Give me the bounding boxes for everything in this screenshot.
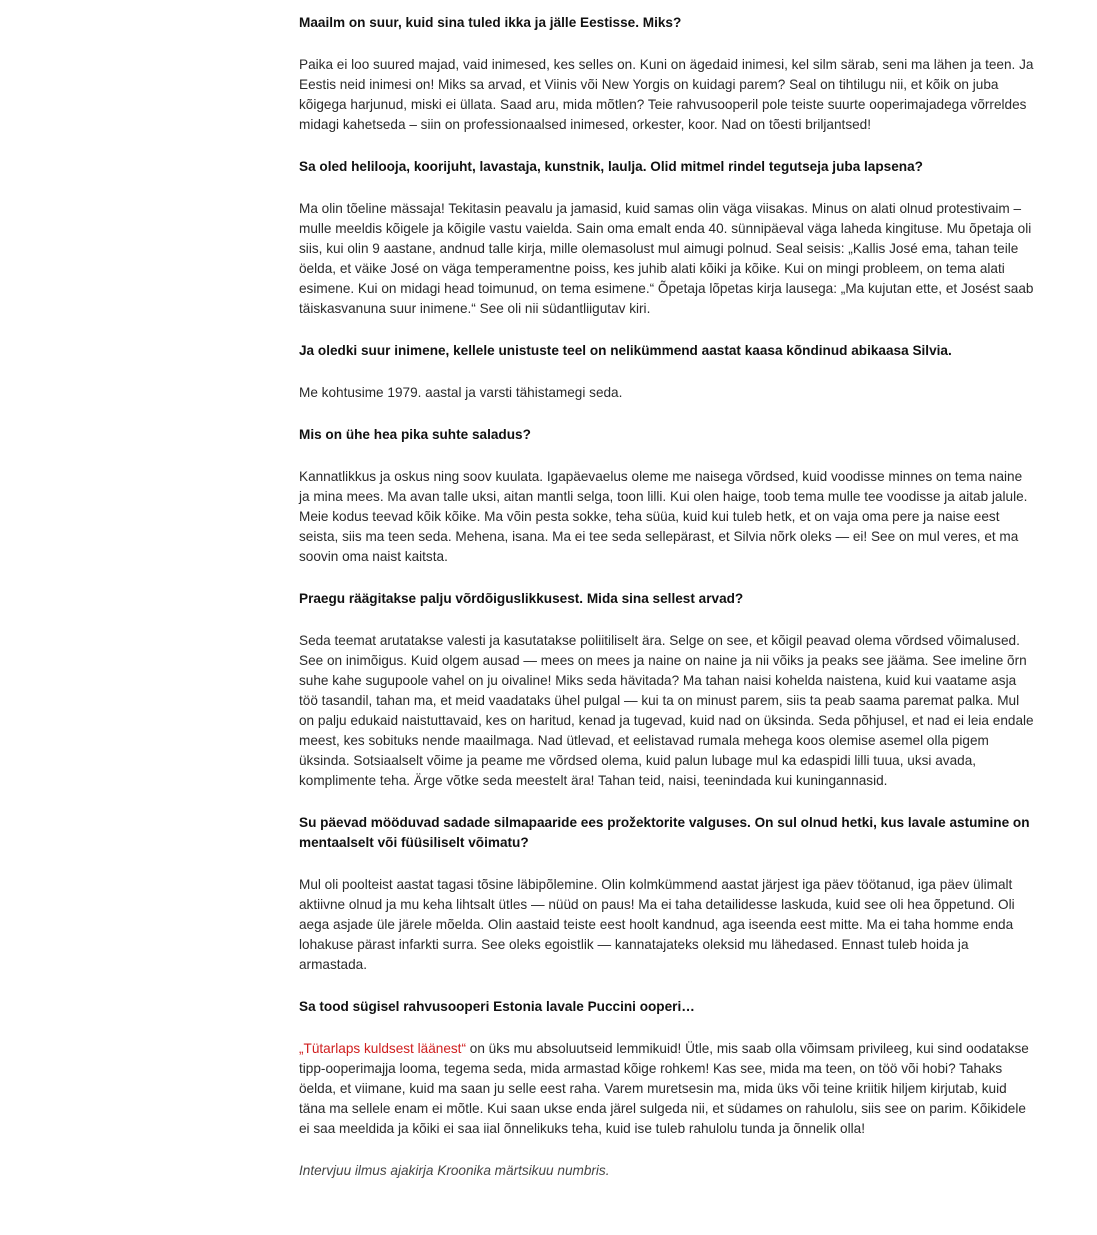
- final-answer: [299, 1039, 1035, 1139]
- final-answer-text: on üks mu absoluutseid lemmikuid! Ütle, mis saab olla võimsam privileeg, kui sind oodatakse tipp-ooperimajja looma, tegema seda, mida armastad kõige rohkem! Kas see, mida ma teen, on töö või hobi? Tahaks öelda, et viimane, kuid ma saan ju selle eest raha. Varem muretsesin ma, mida üks või teine kriitik hiljem kirjutab, kuid täna ma sellele enam ei mõtle. Kui saan ukse enda järel sulgeda nii, et südames on rahulolu, siis see on parim. Kõikidele ei saa meeldida ja kõiki ei saa iial õnnelikuks teha, kuid ise tuleb rahulolu tunda ja õnnelik olla!: [299, 1041, 1029, 1136]
- source-footnote: Intervjuu ilmus ajakirja Kroonika märtsikuu numbris.: [299, 1163, 610, 1178]
- interview-question: Sa tood sügisel rahvusooperi Estonia lavale Puccini ooperi…: [299, 999, 695, 1014]
- interview-answer: Seda teemat arutatakse valesti ja kasutatakse poliitiliselt ära. Selge on see, et kõigil peavad olema võrdsed võimalused. See on inimõigus. Kuid olgem ausad — mees on mees ja naine on naine ja nii võiks ja peaks see jääma. See imeline õrn suhe kahe sugupoole vahel on ju oivaline! Miks seda hävitada? Ma tahan naisi kohelda naistena, kuid kui vaatame asja töö tasandil, tahan ma, et meid vaadataks ühel pulgal — kui ta on minust parem, siis ta peab saama paremat palka. Mul on palju edukaid naistuttavaid, kes on haritud, kenad ja tugevad, kuid nad on üksinda. Seda põhjusel, et nad ei leia endale meest, kes sobituks nende maailmaga. Nad ütlevad, et eelistavad rumala mehega koos olemise asemel olla pigem üksinda. Sotsiaalselt võime ja peame me võrdsed olema, kuid palun lubage mul ka edaspidi lilli tuua, uksi avada, komplimente teha. Ärge võtke seda meestelt ära! Tahan teid, naisi, teenindada kui kuningannasid.: [299, 633, 1034, 788]
- interview-answer: Ma olin tõeline mässaja! Tekitasin peavalu ja jamasid, kuid samas olin väga viisakas. Minus on alati olnud protestivaim – mulle meeldis kõigele ja kõigile vastu vaielda. Sain oma emalt enda 40. sünnipäeval väga laheda kingituse. Mu õpetaja oli siis, kui olin 9 aastane, andnud talle kirja, mille olemasolust mul aimugi polnud. Seal seisis: „Kallis José ema, tahan teile öelda, et väike José on väga temperamentne poiss, kes juhib alati kõiki ja kõike. Kui on mingi probleem, on tema alati esimene. Kui on midagi head toimunud, on tema esimene.“ Õpetaja lõpetas kirja lausega: „Ma kujutan ette, et Josést saab täiskasvanuna suur inimene.“ See oli nii südantliigutav kiri.: [299, 201, 1034, 316]
- interview-answer: Me kohtusime 1979. aastal ja varsti tähistamegi seda.: [299, 385, 623, 400]
- article-body: [299, 13, 1035, 1181]
- interview-question: Ja oledki suur inimene, kellele unistuste teel on nelikümmend aastat kaasa kõndinud abikaasa Silvia.: [299, 343, 952, 358]
- interview-question: Maailm on suur, kuid sina tuled ikka ja jälle Eestisse. Miks?: [299, 15, 682, 30]
- interview-answer: Paika ei loo suured majad, vaid inimesed, kes selles on. Kuni on ägedaid inimesi, kel silm särab, seni ma lähen ja teen. Ja Eestis neid inimesi on! Miks sa arvad, et Viinis või New Yorgis on kuidagi parem? Seal on tihtilugu nii, et kõik on juba kõigega harjunud, miski ei üllata. Saad aru, mida mõtlen? Teie rahvusooperil pole teiste suurte ooperimajadega võrreldes midagi kahetseda – siin on professionaalsed inimesed, orkester, koor. Nad on tõesti briljantsed!: [299, 57, 1034, 132]
- interview-answer: Mul oli poolteist aastat tagasi tõsine läbipõlemine. Olin kolmkümmend aastat järjest iga päev töötanud, iga päev ülimalt aktiivne olnud ja mu keha lihtsalt ütles — nüüd on paus! Ma ei taha detailidesse laskuda, kuid see oli hea õppetund. Oli aega asjade üle järele mõelda. Olin aastaid teiste eest hoolt kandnud, aga iseenda eest mitte. Ma ei taha homme enda lohakuse pärast infarkti surra. See oleks egoistlik — kannatajateks oleksid mu lähedased. Ennast tuleb hoida ja armastada.: [299, 877, 1015, 972]
- interview-answer: Kannatlikkus ja oskus ning soov kuulata. Igapäevaelus oleme me naisega võrdsed, kuid voodisse minnes on tema naine ja mina mees. Ma avan talle uksi, aitan mantli selga, toon lilli. Kui olen haige, toob tema mulle tee voodisse ja aitab jalule. Meie kodus teevad kõik kõike. Ma võin pesta sokke, teha süüa, kuid kui tuleb hetk, et on vaja oma pere ja naise eest seista, siis ma teen seda. Mehena, isana. Ma ei tee seda sellepärast, et Silvia nõrk oleks — ei! See on mul veres, et ma soovin oma naist kaitsta.: [299, 469, 1028, 564]
- interview-question: Mis on ühe hea pika suhte saladus?: [299, 427, 531, 442]
- opera-title-link[interactable]: „Tütarlaps kuldsest läänest“: [299, 1041, 466, 1056]
- interview-question: Praegu räägitakse palju võrdõiguslikkusest. Mida sina sellest arvad?: [299, 591, 744, 606]
- interview-question: Su päevad mööduvad sadade silmapaaride ees prožektorite valguses. On sul olnud hetki, kus lavale astumine on mentaalselt või füüsiliselt võimatu?: [299, 815, 1030, 850]
- interview-question: Sa oled helilooja, koorijuht, lavastaja, kunstnik, laulja. Olid mitmel rindel tegutseja juba lapsena?: [299, 159, 923, 174]
